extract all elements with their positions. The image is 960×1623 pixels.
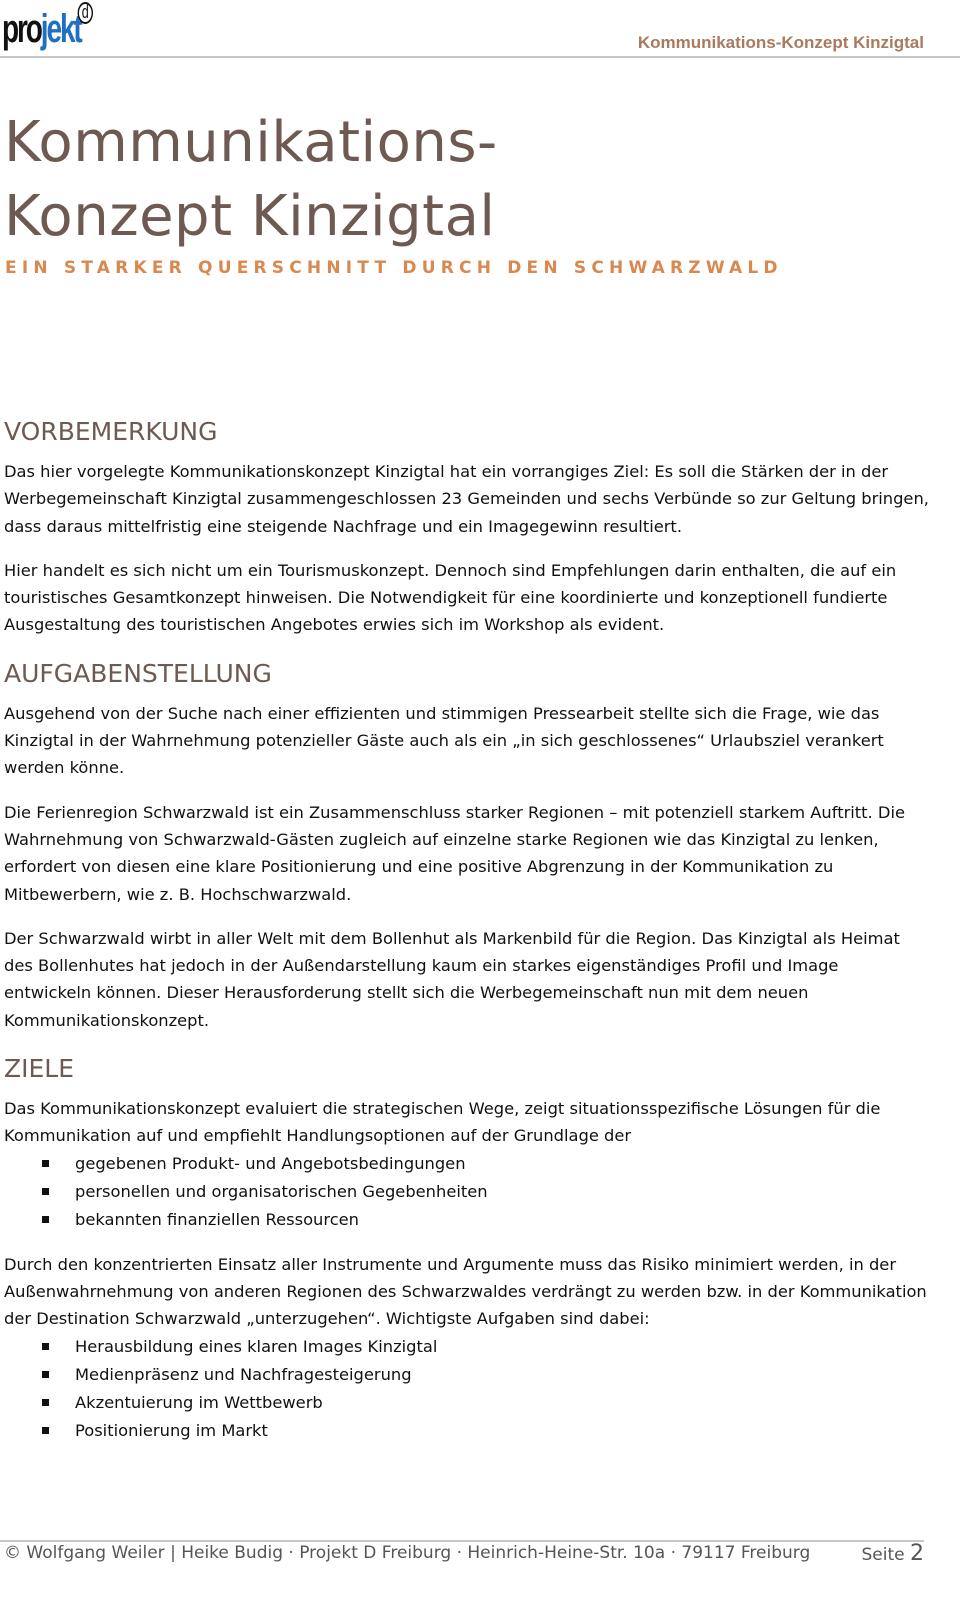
document-title: Kommunikations-Konzept Kinzigtal: [4, 110, 498, 249]
bullet-icon: [42, 1371, 49, 1378]
logo-pro: pro: [2, 7, 41, 51]
section-aufgabenstellung: [4, 656, 929, 1034]
bullet-icon: [42, 1343, 49, 1350]
list-item: Akzentuierung im Wettbewerb: [4, 1389, 929, 1417]
paragraph: Das Kommunikationskonzept evaluiert die strategischen Wege, zeigt situationsspezifische Lösungen für die Kommunikation auf und empfiehlt Handlungsoptionen auf der Grundlage der: [4, 1099, 881, 1146]
list-item: Medienpräsenz und Nachfragesteigerung: [4, 1361, 929, 1389]
bullet-icon: [42, 1188, 49, 1195]
paragraph: Die Ferienregion Schwarzwald ist ein Zusammenschluss starker Regionen – mit potenziell starkem Auftritt. Die Wahrnehmung von Schwarzwald-Gästen zugleich auf einzelne starke Regionen wie das Kinzigtal zu lenken, erfordert von diesen eine klare Positionierung und eine positive Abgrenzung in der Kommunikation zu Mitbewerbern, wie z. B. Hochschwarzwald.: [4, 802, 905, 904]
footer-text: © Wolfgang Weiler | Heike Budig · Projekt D Freiburg · Heinrich-Heine-Str. 10a · 79117 Freiburg: [4, 1543, 811, 1563]
section-heading: VORBEMERKUNG: [4, 417, 218, 446]
bullet-icon: [42, 1399, 49, 1406]
logo-jekt: jekt: [40, 7, 81, 51]
bullet-list: [4, 1333, 929, 1445]
paragraph: Hier handelt es sich nicht um ein Tourismuskonzept. Dennoch sind Empfehlungen darin enthalten, die auf ein touristisches Gesamtkonzept hinweisen. Die Notwendigkeit für eine koordinierte und konzeptionell fundierte Ausgestaltung des touristischen Angebotes erwies sich im Workshop als evident.: [4, 560, 897, 635]
paragraph: Der Schwarzwald wirbt in aller Welt mit dem Bollenhut als Markenbild für die Region. Das Kinzigtal als Heimat des Bollenhutes hat jedoch in der Außendarstellung kaum ein starkes eigenständiges Profil und Image entwickeln können. Dieser Herausforderung stellt sich die Werbegemeinschaft nun mit dem neuen Kommunikationskonzept.: [4, 928, 900, 1030]
list-item: Herausbildung eines klaren Images Kinzigtal: [4, 1333, 929, 1361]
section-vorbemerkung: [4, 414, 929, 639]
projekt-d-logo: [2, 2, 89, 54]
paragraph: Das hier vorgelegte Kommunikationskonzept Kinzigtal hat ein vorrangiges Ziel: Es soll die Stärken der in der Werbegemeinschaft Kinzigtal zusammengeschlossen 23 Gemeinden und sechs Verbünde so zur Geltung bringen, dass daraus mittelfristig eine steigende Nachfrage und ein Imagegewinn resultiert.: [4, 462, 929, 536]
paragraph: Ausgehend von der Suche nach einer effizienten und stimmigen Pressearbeit stellte sich die Frage, wie das Kinzigtal in der Wahrnehmung potenzieller Gäste auch als ein „in sich geschlossenes“ Urlaubsziel verankert werden könne.: [4, 703, 884, 778]
section-ziele: [4, 1051, 929, 1444]
section-heading: AUFGABENSTELLUNG: [4, 658, 272, 688]
list-item: gegebenen Produkt- und Angebotsbedingungen: [4, 1150, 929, 1178]
section-heading: ZIELE: [4, 1054, 75, 1084]
list-item: Positionierung im Markt: [4, 1417, 929, 1445]
document-body: [4, 414, 929, 1462]
logo-d: d: [78, 2, 93, 24]
bullet-icon: [42, 1216, 49, 1223]
bullet-icon: [42, 1160, 49, 1167]
list-item: bekannten finanziellen Ressourcen: [4, 1206, 929, 1234]
header-title: Kommunikations-Konzept Kinzigtal: [637, 33, 924, 52]
page-number: Seite 2: [861, 1541, 924, 1566]
footer-divider: [0, 1540, 924, 1542]
paragraph: Durch den konzentrierten Einsatz aller Instrumente und Argumente muss das Risiko minimiert werden, in der Außenwahrnehmung von anderen Regionen des Schwarzwaldes verdrängt zu werden bzw. in der Kommunikation der Destination Schwarzwald „unterzugehen“. Wichtigste Aufgaben sind dabei:: [4, 1254, 927, 1329]
document-subtitle: EIN STARKER QUERSCHNITT DURCH DEN SCHWARZWALD: [5, 258, 783, 278]
list-item: personellen und organisatorischen Gegebenheiten: [4, 1178, 929, 1206]
header-divider: [0, 56, 960, 58]
bullet-list: [4, 1150, 929, 1234]
bullet-icon: [42, 1427, 49, 1434]
